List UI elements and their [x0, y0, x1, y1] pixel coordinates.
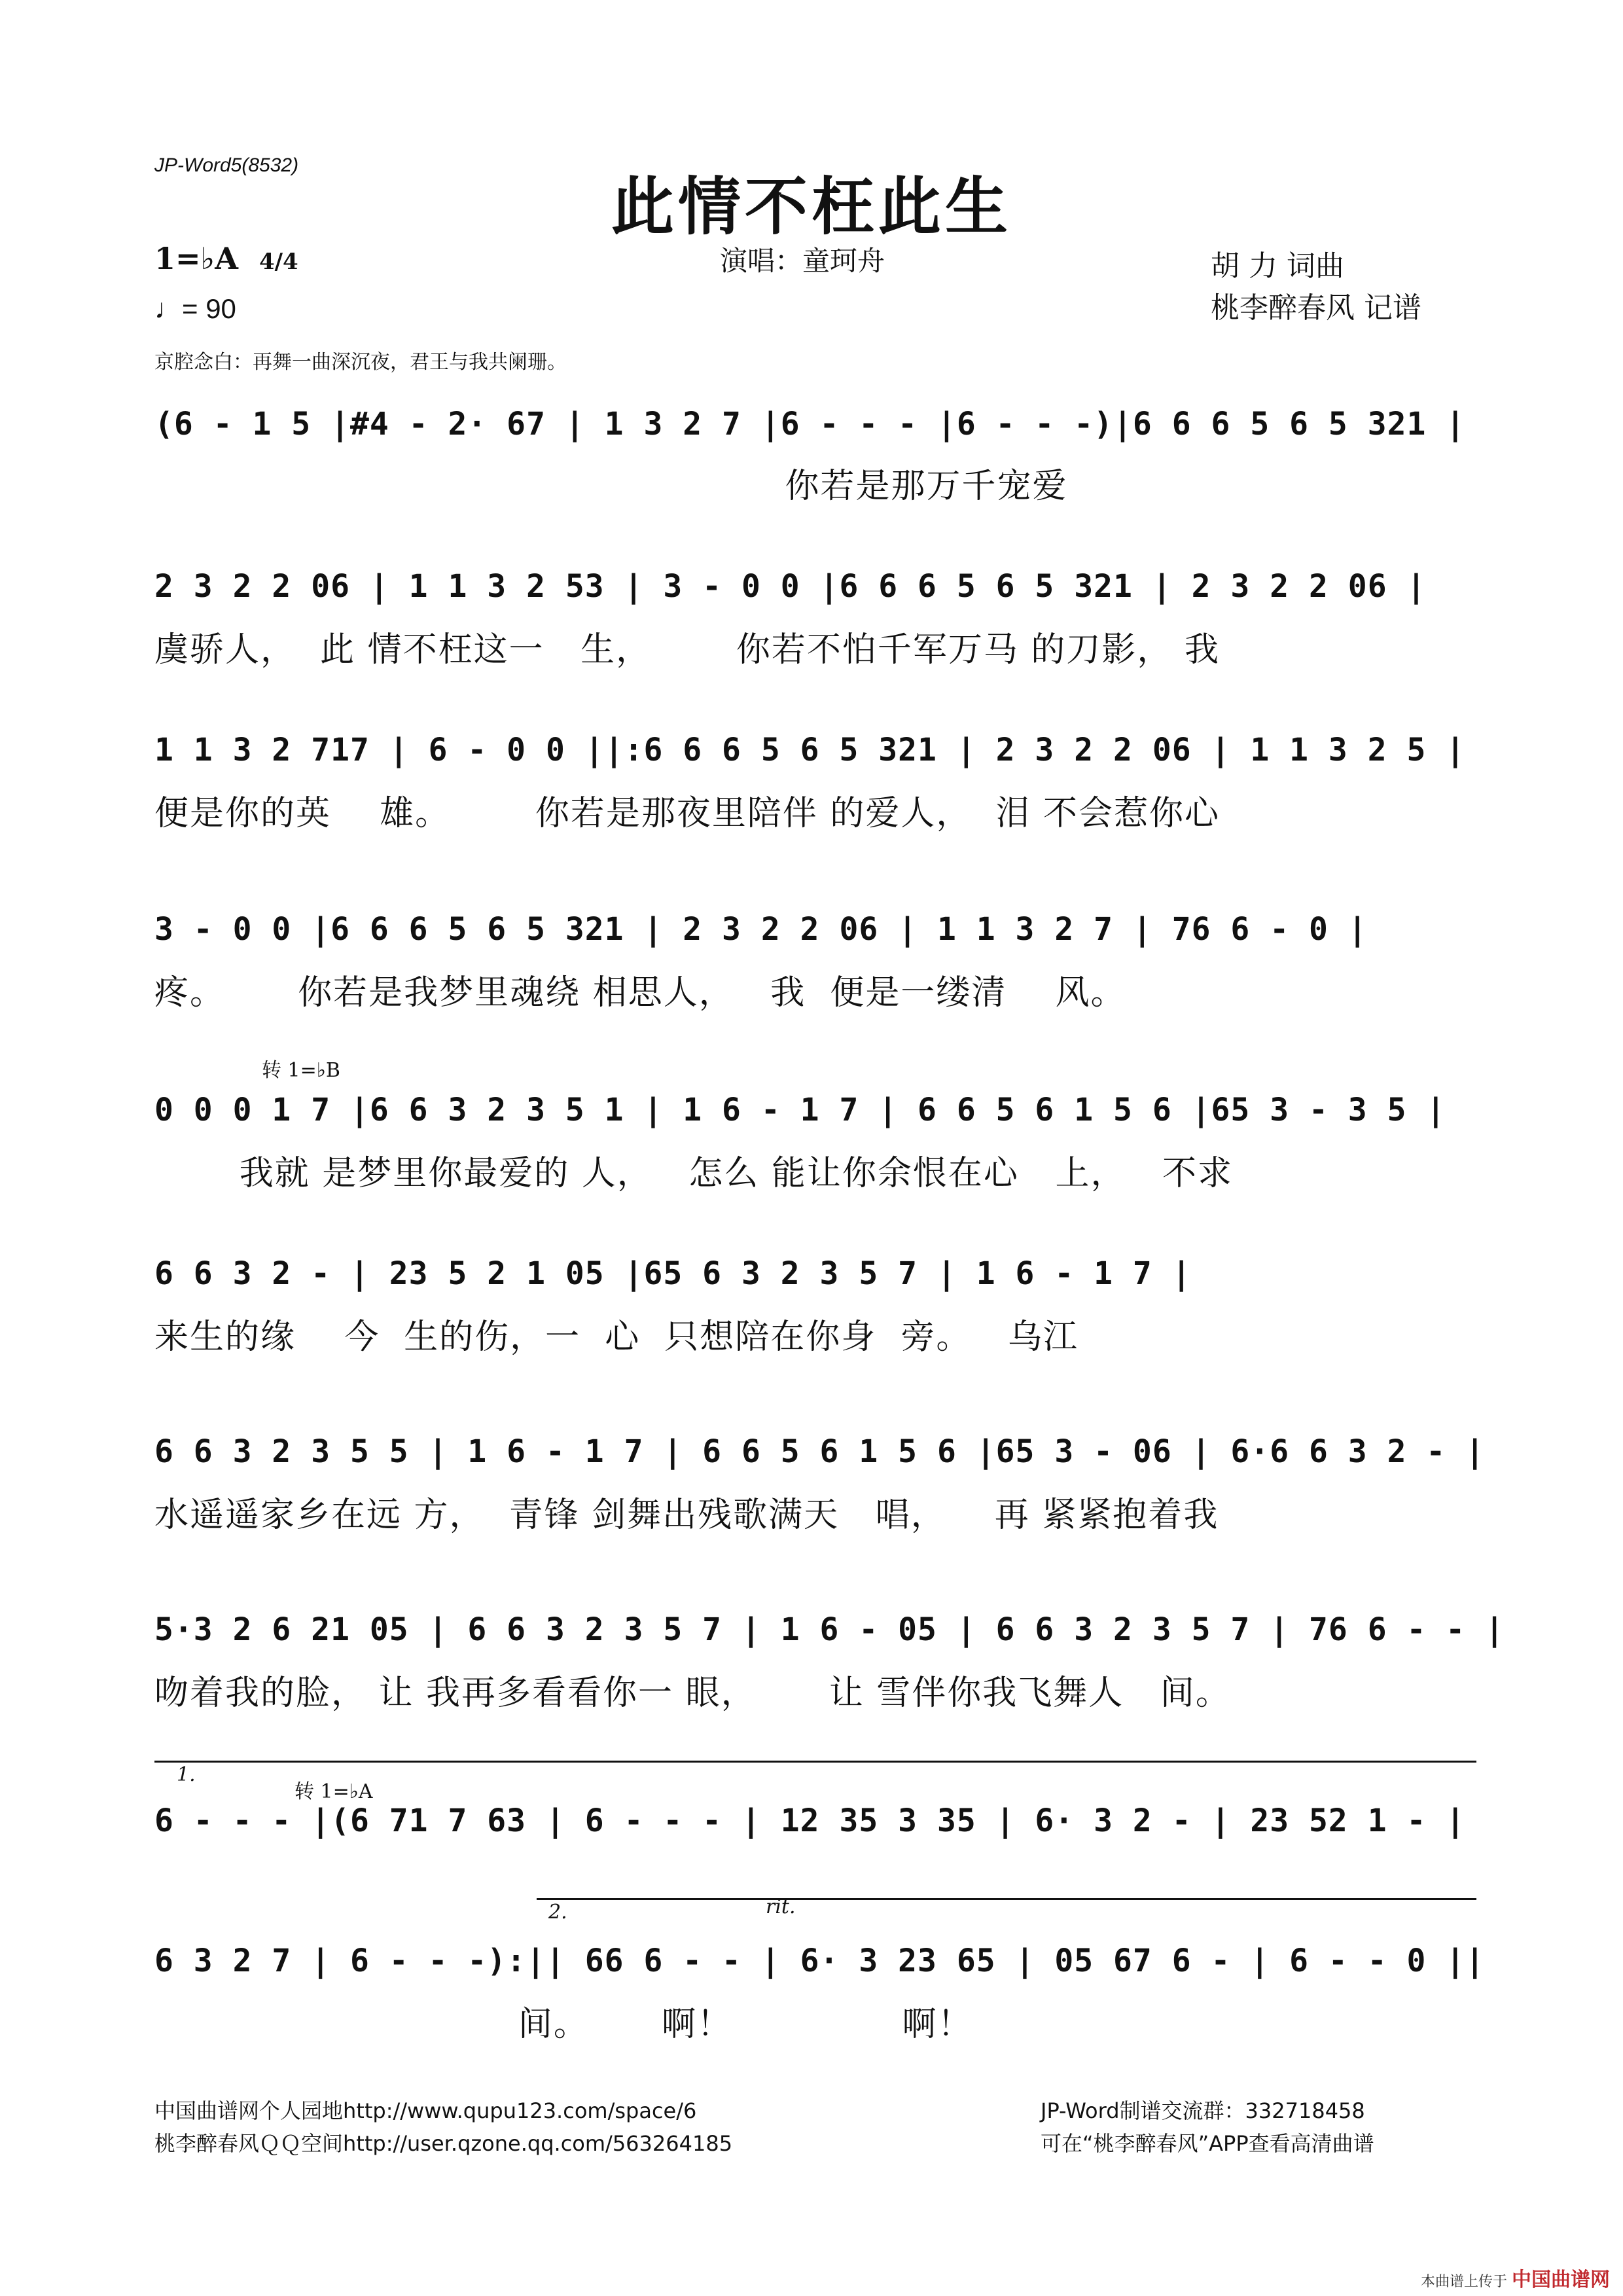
key-label: 1=♭A	[154, 241, 238, 276]
intro-note: 京腔念白：再舞一曲深沉夜，君王与我共阑珊。	[154, 351, 567, 374]
lyrics-line: 吻着我的脸， 让 我再多看看你一 眼， 让 雪伴你我飞舞人 间。	[154, 1674, 1231, 1713]
lyrics-line: 我就 是梦里你最爱的 人， 怎么 能让你余恨在心 上， 不求	[154, 1154, 1234, 1193]
notation-line: (6 - 1 5 |#4 - 2· 67 | 1 3 2 7 |6 - - - |6 - - -)|6 6 6 5 6 5 321 |	[154, 406, 1466, 442]
composer-credit: 胡 力 词曲	[1211, 249, 1344, 283]
lyrics-line: 水遥遥家乡在远 方， 青锋 剑舞出残歌满天 唱， 再 紧紧抱着我	[154, 1496, 1219, 1535]
footer-link-qzone[interactable]: 桃李醉春风ＱＱ空间http://user.qzone.qq.com/563264185	[154, 2131, 733, 2156]
key-signature	[154, 241, 298, 276]
lyrics-line: 虞骄人， 此 情不枉这一 生， 你若不怕千军万马 的刀影， 我	[154, 630, 1220, 670]
lyrics-line: 你若是那万千宠爱	[154, 467, 1068, 506]
lyrics-line: 便是你的英 雄。 你若是那夜里陪伴 的爱人， 泪 不会惹你心	[154, 794, 1220, 833]
singer-credit: 演唱：童珂舟	[720, 245, 885, 277]
notation-line: 6 3 2 7 | 6 - - -):|| 66 6 - - | 6· 3 23 65 | 05 67 6 - | 6 - - 0 ||	[154, 1943, 1486, 1979]
tempo-marking: ♩= 90	[154, 293, 236, 324]
volta-label: 1.	[177, 1763, 196, 1786]
footer-app-note: 可在“桃李醉春风”APP查看高清曲谱	[1041, 2131, 1374, 2156]
volta-bracket	[154, 1761, 1476, 1763]
notation-line: 0 0 0 1 7 |6 6 3 2 3 5 1 | 1 6 - 1 7 | 6 6 5 6 1 5 6 |65 3 - 3 5 |	[154, 1092, 1446, 1128]
volta-bracket	[537, 1898, 1476, 1900]
ritardando-marker: rit.	[766, 1895, 796, 1918]
time-signature: 4/4	[259, 249, 298, 275]
lyrics-line: 来生的缘 今 生的伤，一 心 只想陪在你身 旁。 乌江	[154, 1318, 1079, 1357]
site-watermark	[1421, 2263, 1610, 2292]
key-change-marker: 转 1=♭B	[262, 1059, 340, 1082]
notation-line: 1 1 3 2 717 | 6 - 0 0 ||:6 6 6 5 6 5 321 | 2 3 2 2 06 | 1 1 3 2 5 |	[154, 732, 1466, 768]
software-label: JP-Word5(8532)	[154, 154, 299, 176]
volta-label: 2.	[548, 1901, 567, 1924]
watermark-prefix: 本曲谱上传于	[1420, 2274, 1507, 2290]
watermark-brand: 中国曲谱网	[1512, 2269, 1610, 2291]
notation-line: 6 - - - |(6 71 7 63 | 6 - - - | 12 35 3 35 | 6· 3 2 - | 23 52 1 - |	[154, 1803, 1466, 1839]
notation-line: 3 - 0 0 |6 6 6 5 6 5 321 | 2 3 2 2 06 | 1 1 3 2 7 | 76 6 - 0 |	[154, 911, 1368, 948]
footer-qq-group: JP-Word制谱交流群：332718458	[1041, 2098, 1365, 2123]
lyrics-line: 间。 啊！ 啊！	[154, 2005, 973, 2044]
key-change-marker: 转 1=♭A	[294, 1780, 373, 1803]
notation-line: 5·3 2 6 21 05 | 6 6 3 2 3 5 7 | 1 6 - 05 | 6 6 3 2 3 5 7 | 76 6 - - |	[154, 1611, 1505, 1648]
transcriber-credit: 桃李醉春风 记谱	[1211, 291, 1421, 325]
notation-line: 6 6 3 2 3 5 5 | 1 6 - 1 7 | 6 6 5 6 1 5 6 |65 3 - 06 | 6·6 6 3 2 - |	[154, 1433, 1486, 1470]
notation-line: 2 3 2 2 06 | 1 1 3 2 53 | 3 - 0 0 |6 6 6 5 6 5 321 | 2 3 2 2 06 |	[154, 568, 1427, 605]
footer-link-qupu[interactable]: 中国曲谱网个人园地http://www.qupu123.com/space/6	[154, 2098, 697, 2123]
page-title: 此情不枉此生	[611, 170, 1012, 243]
lyrics-line: 疼。 你若是我梦里魂绕 相思人， 我 便是一缕清 风。	[154, 973, 1126, 1013]
notation-line: 6 6 3 2 - | 23 5 2 1 05 |65 6 3 2 3 5 7 | 1 6 - 1 7 |	[154, 1255, 1192, 1292]
